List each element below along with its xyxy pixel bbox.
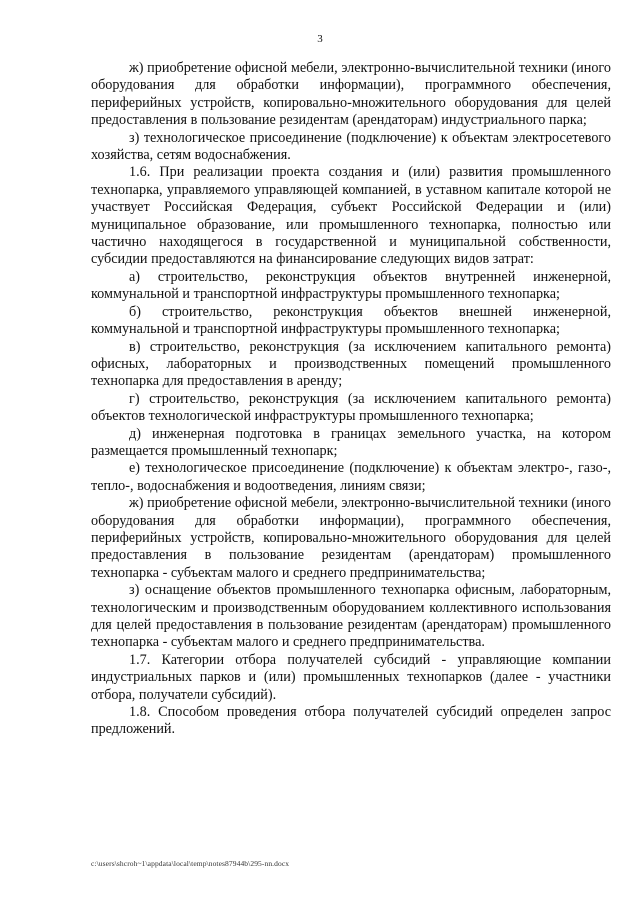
paragraph-item-b: б) строительство, реконструкция объектов внешней инженерной, коммунальной и транспортной инфраструктуры промышленного технопарка; bbox=[91, 303, 611, 338]
paragraph-item-zh-industrial: ж) приобретение офисной мебели, электронно-вычислительной техники (иного оборудования для обработки информации), программного обеспечения, периферийных устройств, копировально-множительного оборудования для целей предоставления в пользование резидентам (арендаторам) индустриального парка; bbox=[91, 60, 611, 129]
document-body bbox=[91, 60, 611, 739]
paragraph-item-a: а) строительство, реконструкция объектов внутренней инженерной, коммунальной и транспортной инфраструктуры промышленного технопарка; bbox=[91, 268, 611, 303]
footer-file-path: c:\users\shcroh~1\appdata\local\temp\notes87944b\295-nn.docx bbox=[91, 859, 290, 868]
paragraph-item-z-industrial: з) технологическое присоединение (подключение) к объектам электросетевого хозяйства, сетям водоснабжения. bbox=[91, 129, 611, 164]
page-number: 3 bbox=[317, 33, 323, 45]
paragraph-item-z-technopark: з) оснащение объектов промышленного технопарка офисным, лабораторным, технологическим и производственным оборудованием коллективного использования для целей предоставления в пользование резидентам (арендаторам) промышленного технопарка - субъектам малого и среднего предпринимательства. bbox=[91, 582, 611, 651]
paragraph-item-zh-technopark: ж) приобретение офисной мебели, электронно-вычислительной техники (иного оборудования для обработки информации), программного обеспечения, периферийных устройств, копировально-множительного оборудования для целей предоставления в пользование резидентам (арендаторам) промышленного технопарка - субъектам малого и среднего предпринимательства; bbox=[91, 495, 611, 581]
paragraph-item-e: е) технологическое присоединение (подключение) к объектам электро-, газо-, тепло-, водоснабжения и водоотведения, линиям связи; bbox=[91, 460, 611, 494]
paragraph-1-8: 1.8. Способом проведения отбора получателей субсидий определен запрос предложений. bbox=[91, 704, 611, 738]
paragraph-1-7: 1.7. Категории отбора получателей субсидий - управляющие компании индустриальных парков и (или) промышленных технопарков (далее - участники отбора, получатели субсидий). bbox=[91, 651, 611, 703]
paragraph-1-6: 1.6. При реализации проекта создания и (или) развития промышленного технопарка, управляемого управляющей компанией, в уставном капитале которой не участвует Российская Федерация, субъект Российской Федерации и (или) муниципальное образование, или промышленного технопарка, полностью или частично находящегося в государственной и муниципальной собственности, субсидии предоставляются на финансирование следующих видов затрат: bbox=[91, 164, 611, 268]
paragraph-item-v: в) строительство, реконструкция (за исключением капитального ремонта) офисных, лабораторных и производственных помещений промышленного технопарка для предоставления в аренду; bbox=[91, 338, 611, 390]
paragraph-item-d: д) инженерная подготовка в границах земельного участка, на котором размещается промышленный технопарк; bbox=[91, 425, 611, 459]
paragraph-item-g: г) строительство, реконструкция (за исключением капитального ремонта) объектов технологической инфраструктуры промышленного технопарка; bbox=[91, 390, 611, 425]
